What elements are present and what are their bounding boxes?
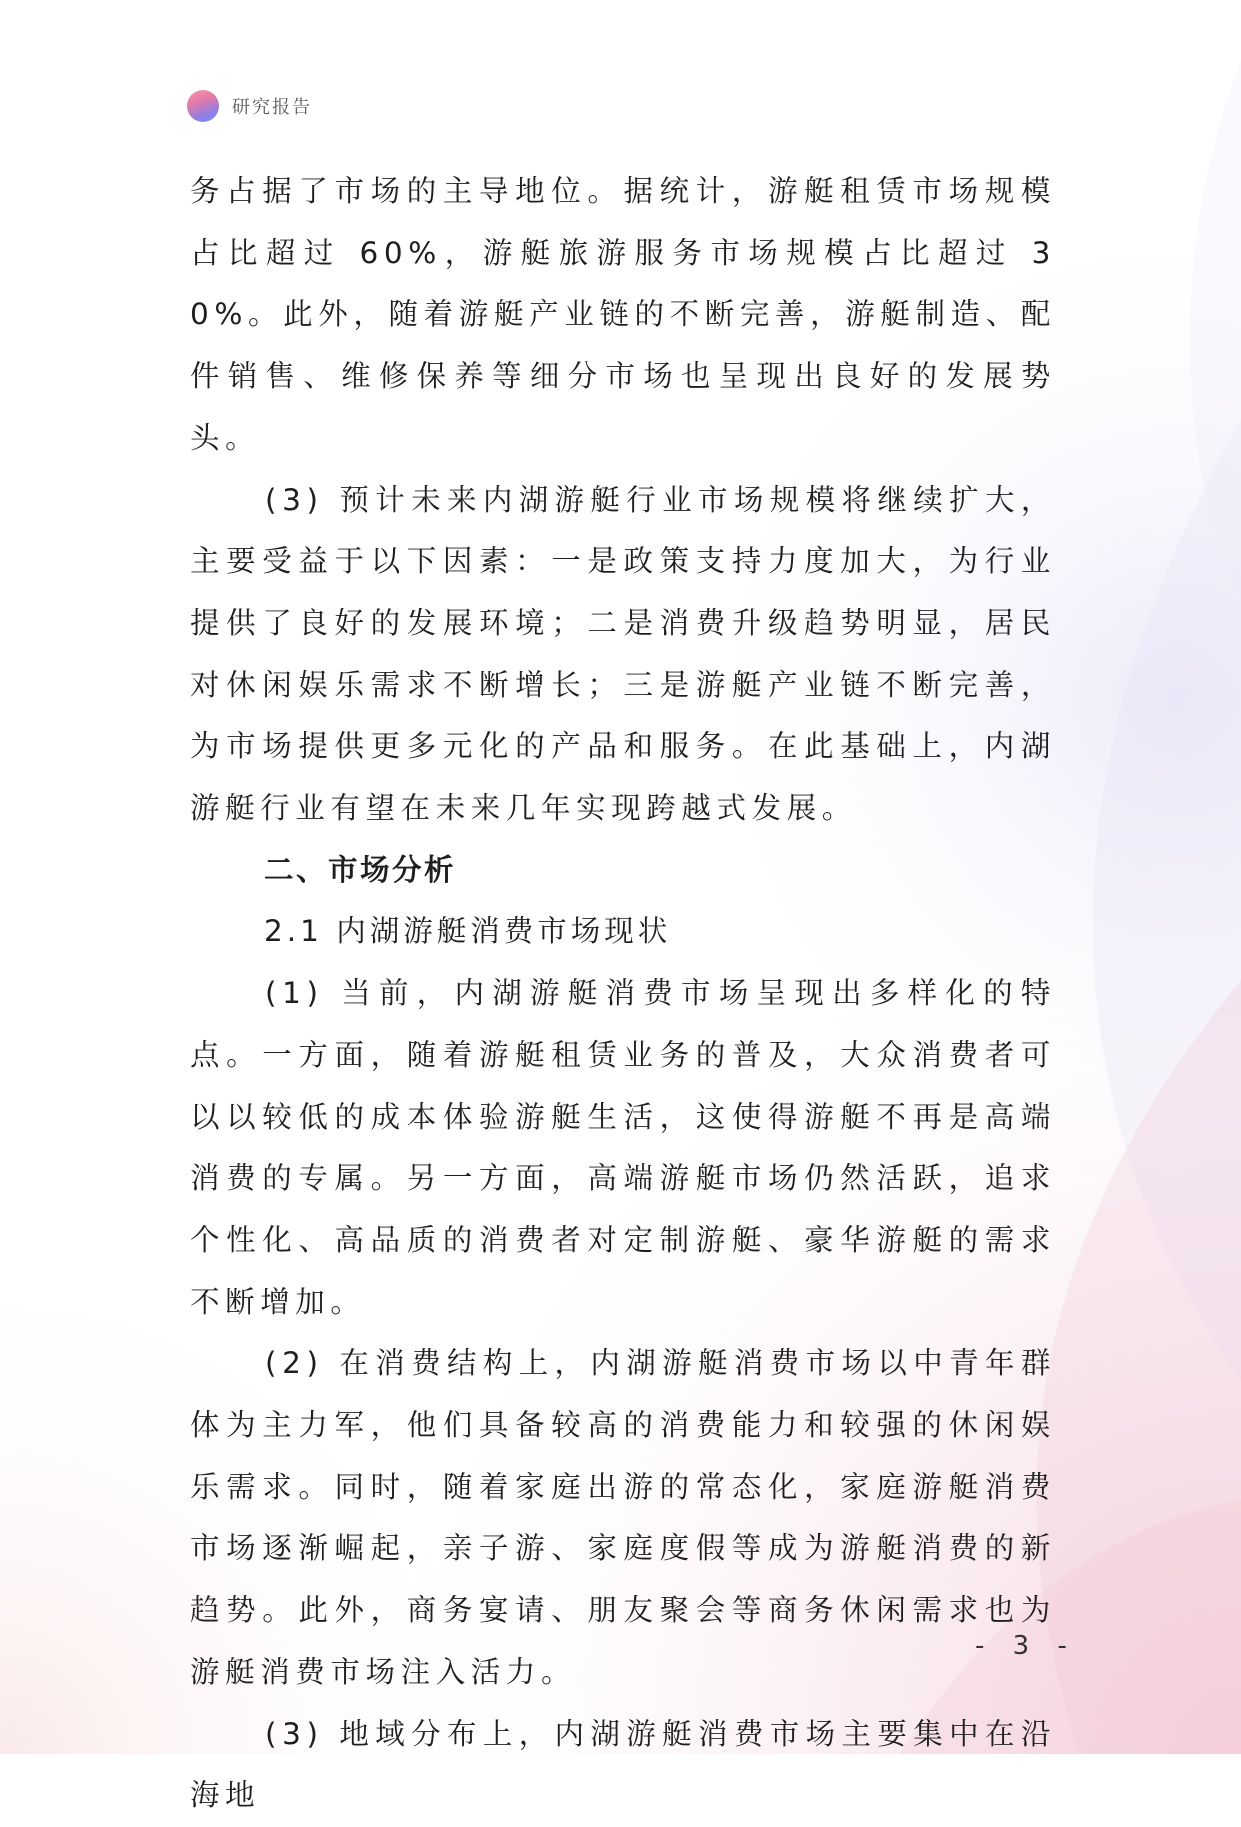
paragraph: (2) 在消费结构上，内湖游艇消费市场以中青年群体为主力军，他们具备较高的消费能力和较强的休闲娱乐需求。同时，随着家庭出游的常态化，家庭游艇消费市场逐渐崛起，亲子游、家庭度假等成为游艇消费的新趋势。此外，商务宴请、朋友聚会等商务休闲需求也为游艇消费市场注入活力。 [190, 1346, 1056, 1689]
document-header [187, 88, 312, 124]
paragraph: (3) 地域分布上，内湖游艇消费市场主要集中在沿海地 [190, 1716, 1056, 1813]
section-heading: 二、市场分析 [264, 852, 457, 887]
report-logo-icon [187, 90, 219, 122]
paragraph: (3) 预计未来内湖游艇行业市场规模将继续扩大，主要受益于以下因素：一是政策支持力度加大，为行业提供了良好的发展环境；二是消费升级趋势明显，居民对休闲娱乐需求不断增长；三是游艇产业链不断完善，为市场提供更多元化的产品和服务。在此基础上，内湖游艇行业有望在未来几年实现跨越式发展。 [190, 482, 1056, 826]
header-title: 研究报告 [232, 97, 312, 118]
paragraph: 务占据了市场的主导地位。据统计，游艇租赁市场规模占比超过 60%，游艇旅游服务市场规模占比超过 30%。此外，随着游艇产业链的不断完善，游艇制造、配件销售、维修保养等细分市场也呈现出良好的发展势头。 [190, 174, 1056, 455]
page-number: - 3 - [975, 1631, 1077, 1661]
document-body [190, 161, 1056, 1827]
paragraph: (1) 当前，内湖游艇消费市场呈现出多样化的特点。一方面，随着游艇租赁业务的普及，大众消费者可以以较低的成本体验游艇生活，这使得游艇不再是高端消费的专属。另一方面，高端游艇市场仍然活跃，追求个性化、高品质的消费者对定制游艇、豪华游艇的需求不断增加。 [190, 976, 1056, 1319]
subsection-heading: 2.1 内湖游艇消费市场现状 [264, 914, 672, 949]
